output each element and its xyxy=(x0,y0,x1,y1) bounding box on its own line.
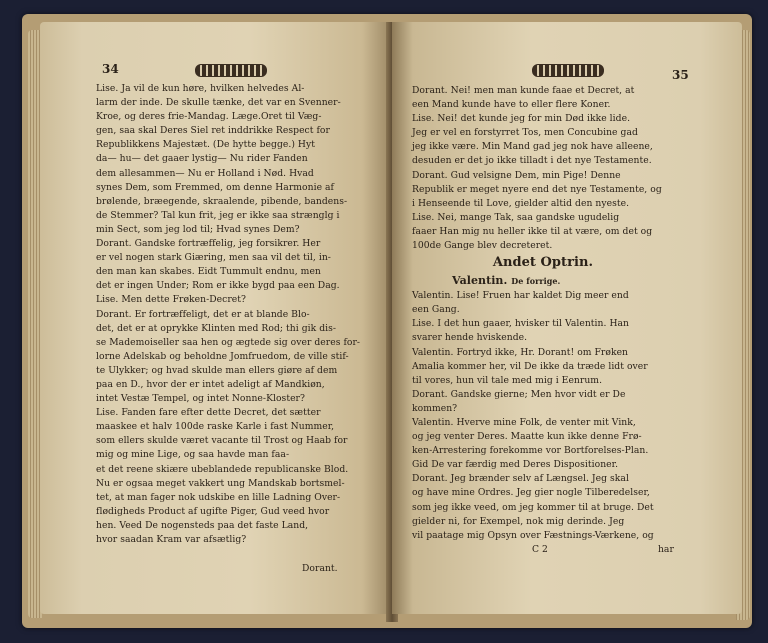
right-text-line: Dorant. Gandske gierne; Men hvor vidt er De xyxy=(412,388,626,400)
right-page-number: 35 xyxy=(672,68,689,82)
right-text-line: Jeg er vel en forstyrret Tos, men Concubine gad xyxy=(412,127,638,139)
right-header-ornament xyxy=(532,64,604,77)
left-text-line: det, det er at oprykke Klinten med Rod; thi gik dis- xyxy=(96,322,337,334)
left-text-line: Nu er ogsaa meget vakkert ung Mandskab bortsmel- xyxy=(96,477,345,489)
left-text-line: hen. Veed De nogensteds paa det faste Land, xyxy=(96,519,309,531)
left-text-line: er vel nogen stark Giæring, men saa vil det til, in- xyxy=(96,252,331,264)
right-text-line: og have mine Ordres. Jeg gier nogle Tilberedelser, xyxy=(412,487,650,499)
right-text-line: desuden er det jo ikke tilladt i det nye Testamente. xyxy=(412,155,652,167)
scene-characters: Valentin. De forrige. xyxy=(452,274,561,288)
left-text-line: flødigheds Product af ugifte Piger, Gud veed hvor xyxy=(96,505,330,517)
left-text-line: te Ulykker; og hvad skulde man ellers giøre af dem xyxy=(96,364,338,376)
left-text-line: min Sect, som jeg lod til; Hvad synes Dem? xyxy=(96,223,300,235)
right-text-line: jeg ikke være. Min Mand gad jeg nok have alleene, xyxy=(412,141,653,153)
right-text-line: Republik er meget nyere end det nye Testamente, og xyxy=(412,183,662,195)
left-text-line: synes Dem, som Fremmed, om denne Harmonie af xyxy=(96,181,335,193)
right-text-line: Dorant. Nei! men man kunde faae et Decret, at xyxy=(412,85,635,96)
left-page xyxy=(40,22,390,614)
right-text-line: som jeg ikke veed, om jeg kommer til at bruge. Det xyxy=(412,501,654,513)
right-text-line: kommen? xyxy=(412,402,458,414)
right-text-line: Dorant. Jeg brænder selv af Længsel. Jeg skal xyxy=(412,473,629,485)
right-text-line: faaer Han mig nu heller ikke til at være, om det og xyxy=(412,225,653,237)
left-text-line: da— hu— det gaaer lystig— Nu rider Fanden xyxy=(96,153,308,165)
right-catchword: har xyxy=(657,543,674,555)
right-text-line: 100de Gange blev decreteret. xyxy=(412,240,553,252)
left-text-line: Republikkens Majestæt. (De hytte begge.) Hyt xyxy=(96,139,315,151)
right-text-line: Valentin. Hverve mine Folk, de venter mit Vink, xyxy=(412,416,636,428)
left-text-line: gen, saa skal Deres Siel ret inddrikke Respect for xyxy=(96,125,330,137)
right-text-line: ken-Arrestering forekomme vor Bortforelses-Plan. xyxy=(412,445,649,457)
right-text-line: Valentin. Fortryd ikke, Hr. Dorant! om Frøken xyxy=(412,346,629,358)
left-text-line: larm der inde. De skulle tænke, det var en Svenner- xyxy=(96,97,341,109)
right-page-footer xyxy=(412,543,674,557)
left-text-line: tet, at man fager nok udskibe en lille Ladning Over- xyxy=(96,491,341,503)
left-text-line: den man kan skabes. Eidt Tummult endnu, men xyxy=(96,266,321,278)
right-text-line: Lise. Nei, mange Tak, saa gandske ugudelig xyxy=(412,211,620,223)
left-text-line: Dorant. Er fortræffeligt, det er at blande Blo- xyxy=(96,308,310,320)
left-text-line: mig og mine Lige, og saa havde man faa- xyxy=(96,449,290,461)
left-text-line: dem allesammen— Nu er Holland i Nød. Hvad xyxy=(96,167,314,179)
left-text-line: Kroe, og deres frie-Mandag. Læge.Oret til Væg- xyxy=(96,111,322,123)
left-page-text xyxy=(96,82,360,547)
left-text-line: maaskee et halv 100de raske Karle i fast Nummer, xyxy=(96,421,335,433)
left-text-line: det er ingen Under; Rom er ikke bygd paa een Dag. xyxy=(96,280,340,292)
left-text-line: som ellers skulde været vacante til Trost og Haab for xyxy=(96,435,348,447)
left-text-line: Lise. Fanden fare efter dette Decret, det sætter xyxy=(96,407,321,419)
right-page xyxy=(392,22,742,614)
left-text-line: intet Vestæ Tempel, og intet Nonne-Kloster? xyxy=(96,393,305,405)
left-text-line: brølende, bræegende, skraalende, pibende, bandens- xyxy=(96,195,348,207)
right-text-line: Gid De var færdig med Deres Dispositioner. xyxy=(412,459,619,471)
left-catchword: Dorant. xyxy=(302,563,338,574)
right-text-line: Lise. Nei! det kunde jeg for min Død ikke lide. xyxy=(412,113,631,125)
right-page-text xyxy=(412,84,674,557)
right-text-line: Lise. I det hun gaaer, hvisker til Valentin. Han xyxy=(412,318,630,330)
left-text-line: lorne Adelskab og beholdne Jomfruedom, de ville stif- xyxy=(96,350,349,362)
signature-mark: C 2 xyxy=(532,543,548,555)
right-text-line: gielder ni, for Exempel, nok mig derinde. Jeg xyxy=(412,515,625,527)
right-text-line: i Henseende til Love, gielder altid den nyeste. xyxy=(412,197,630,209)
left-text-line: se Mademoiseller saa hen og ægtede sig over deres for- xyxy=(96,336,361,348)
left-text-line: Dorant. Gandske fortræffelig, jeg forsikrer. Her xyxy=(96,238,321,250)
right-text-line: til vores, hun vil tale med mig i Eenrum. xyxy=(412,374,603,386)
right-text-line: Valentin. Lise! Fruen har kaldet Dig meer end xyxy=(412,290,629,302)
left-text-line: paa en D., hvor der er intet adeligt af Mandkiøn, xyxy=(96,378,325,390)
left-page-number: 34 xyxy=(102,62,119,76)
right-text-line: vil paatage mig Opsyn over Fæstnings-Værkene, og xyxy=(412,529,654,541)
right-text-line: een Mand kunde have to eller flere Koner. xyxy=(412,99,611,111)
right-text-line: een Gang. xyxy=(412,304,460,316)
right-text-line: og jeg venter Deres. Maatte kun ikke denne Frø- xyxy=(412,431,642,443)
right-text-line: Dorant. Gud velsigne Dem, min Pige! Denne xyxy=(412,169,621,181)
right-text-line: svarer hende hviskende. xyxy=(412,332,528,344)
left-text-line: hvor saadan Kram var afsætlig? xyxy=(96,534,247,545)
left-text-line: de Stemmer? Tal kun frit, jeg er ikke saa strænglg i xyxy=(96,209,340,221)
scene-characters-note: De forrige. xyxy=(511,276,561,287)
left-text-line: Lise. Men dette Frøken-Decret? xyxy=(96,294,246,306)
left-header-ornament xyxy=(195,64,267,77)
left-text-line: et det reene skiære ubeblandede republicanske Blod. xyxy=(96,463,349,475)
right-text-line: Amalia kommer her, vil De ikke da træde lidt over xyxy=(412,360,648,372)
scene-heading: Andet Optrin. xyxy=(492,255,594,271)
left-text-line: Lise. Ja vil de kun høre, hvilken helvedes Al- xyxy=(96,83,305,94)
